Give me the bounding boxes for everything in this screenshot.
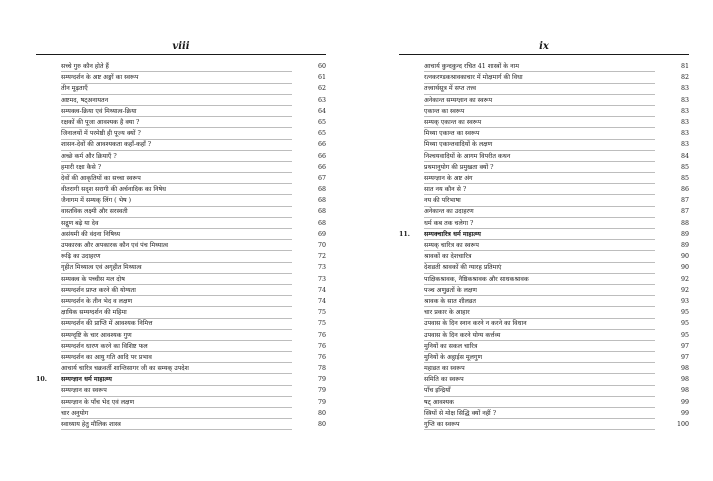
- toc-page-number: 84: [680, 152, 689, 160]
- toc-entry-title: आचार्य चारित्र चक्रवर्ती शान्तिसागर जी का सम्यक् उपदेश: [61, 363, 292, 374]
- toc-entry: [399, 262, 689, 273]
- toc-entry-title: मुनियों के अट्ठाईस मूलगुण: [424, 352, 655, 363]
- toc-page-number: 80: [317, 421, 326, 428]
- toc-page-number: 64: [317, 107, 326, 115]
- toc-page-number: 66: [317, 163, 326, 171]
- toc-entry-title: प्रथमानुयोग की प्रमुखता क्यों ?: [424, 162, 655, 173]
- toc-entry: [36, 83, 326, 94]
- toc-page-number: 83: [680, 107, 689, 115]
- toc-entry: [36, 218, 326, 229]
- toc-entry: [36, 206, 326, 217]
- toc-entry-title: सम्यग्दर्शन धारण करने का विशिष्ट फल: [61, 341, 292, 352]
- page-number-label: viii: [172, 41, 190, 52]
- toc-page-number: 83: [680, 130, 689, 138]
- toc-page-number: 83: [680, 118, 689, 126]
- toc-entry-title: सम्यग्दर्शन की प्राप्ति में आवश्यक निमित्त: [61, 318, 292, 329]
- toc-page-number: 76: [317, 331, 326, 339]
- toc-entry-title: देशव्रती श्रावकों की ग्यारह प्रतिमाएं: [424, 262, 655, 273]
- toc-page-number: 69: [317, 230, 326, 238]
- toc-entry-title: गृहीत मिथ्यात्व एवं अगृहीत मिथ्यात्व: [61, 262, 292, 273]
- toc-section-number: 11.: [399, 230, 410, 238]
- toc-page-number: 85: [680, 174, 689, 182]
- toc-entry: [399, 139, 689, 150]
- toc-page-number: 79: [317, 398, 326, 406]
- toc-entry-title: महाव्रत का स्वरूप: [424, 363, 655, 374]
- toc-entry-title: रक्षकों की पूजा आवश्यक है क्या ?: [61, 117, 292, 128]
- toc-entry: [399, 330, 689, 341]
- toc-page-number: 88: [680, 219, 689, 227]
- toc-page-number: 79: [317, 387, 326, 395]
- toc-entry: [399, 318, 689, 329]
- toc-entry-title: समिति का स्वरूप: [424, 374, 655, 385]
- toc-page-number: 92: [680, 286, 689, 294]
- toc-entry: [399, 83, 689, 94]
- toc-entry: [36, 419, 326, 430]
- toc-entry: [399, 397, 689, 408]
- toc-entry: [399, 285, 689, 296]
- toc-page-number: 98: [680, 365, 689, 373]
- toc-entry-title: रूढ़ि का उदाहरण: [61, 251, 292, 262]
- toc-entry: [36, 151, 326, 162]
- toc-page-number: 95: [680, 331, 689, 339]
- toc-page-number: 89: [680, 230, 689, 238]
- toc-entry: [399, 151, 689, 162]
- toc-entry: [399, 117, 689, 128]
- toc-entry: [399, 162, 689, 173]
- toc-entry-title: जिनालयों में परमेष्ठी ही पूज्य क्यों ?: [61, 128, 292, 139]
- toc-page-number: 97: [680, 353, 689, 361]
- toc-entry-title: एकान्त का स्वरूप: [424, 106, 655, 117]
- toc-entry: [36, 106, 326, 117]
- toc-entry: [399, 240, 689, 251]
- toc-page-number: 73: [317, 275, 326, 283]
- toc-entry: [399, 385, 689, 396]
- toc-entry-title: सम्यग्दर्शन के अष्ट अङ्गों का स्वरूप: [61, 72, 292, 83]
- toc-entry: [399, 128, 689, 139]
- toc-page-number: 75: [317, 320, 326, 328]
- right-page: [399, 41, 689, 430]
- toc-entry: [36, 251, 326, 262]
- toc-entry-title: हमारी रक्षा कैसे ?: [61, 162, 292, 173]
- toc-entry-title: निश्चयवादियों के आगम विपरीत कथन: [424, 151, 655, 162]
- header-rule: [399, 54, 689, 55]
- toc-page-number: 74: [317, 297, 326, 305]
- toc-page-number: 90: [680, 264, 689, 272]
- toc-entry-title: गुप्ति का स्वरूप: [424, 419, 655, 430]
- toc-entry: [399, 195, 689, 206]
- toc-entry-title: आचार्य कुन्दकुन्द रचित 41 शास्त्रों के नाम: [424, 61, 655, 72]
- toc-entry: [399, 184, 689, 195]
- toc-entry: [399, 296, 689, 307]
- toc-entry: [36, 229, 326, 240]
- toc-entry: [36, 397, 326, 408]
- toc-entry: [36, 352, 326, 363]
- toc-page-number: 97: [680, 342, 689, 350]
- toc-entry: [399, 61, 689, 72]
- toc-entry: [36, 262, 326, 273]
- toc-entry: [36, 184, 326, 195]
- toc-entry: [36, 240, 326, 251]
- toc-page-number: 60: [317, 63, 326, 70]
- toc-entry-title: उपवास के दिन स्नान करने न करने का विधान: [424, 318, 655, 329]
- toc-entry: [36, 128, 326, 139]
- page-number-label: ix: [539, 41, 549, 52]
- toc-entry: [399, 363, 689, 374]
- toc-page-number: 76: [317, 342, 326, 350]
- toc-page-number: 74: [317, 286, 326, 294]
- toc-page-number: 61: [317, 74, 326, 82]
- toc-entry-title: सम्यग्ज्ञान का स्वरूप: [61, 385, 292, 396]
- toc-entry: [399, 206, 689, 217]
- toc-entry: [399, 218, 689, 229]
- toc-entry: [399, 408, 689, 419]
- header-rule: [36, 54, 326, 55]
- toc-entry-title: शासन-देवों की आवश्यकता कहाँ-कहाँ ?: [61, 139, 292, 150]
- toc-entry: [36, 285, 326, 296]
- toc-entry-title: षट् आवश्यक: [424, 397, 655, 408]
- toc-entry: [399, 95, 689, 106]
- toc-section-heading: [36, 374, 326, 385]
- toc-entry-title: सम्यक् चारित्र का स्वरूप: [424, 240, 655, 251]
- toc-section-heading: [399, 229, 689, 240]
- toc-list: [36, 61, 326, 430]
- toc-entry: [399, 374, 689, 385]
- toc-entry: [36, 408, 326, 419]
- toc-page-number: 85: [680, 163, 689, 171]
- toc-section-number: 10.: [36, 376, 47, 384]
- toc-page-number: 99: [680, 409, 689, 417]
- toc-page-number: 72: [317, 253, 326, 261]
- toc-page-number: 99: [680, 398, 689, 406]
- toc-entry-title: स्वाध्याय हेतु मौलिक शास्त्र: [61, 419, 292, 430]
- toc-entry-title: सम्यग्दृष्टि के चार आवश्यक गुण: [61, 330, 292, 341]
- toc-page-number: 78: [317, 365, 326, 373]
- toc-entry-title: मिथ्या एकान्तवादियों के लक्षण: [424, 139, 655, 150]
- toc-entry: [36, 385, 326, 396]
- toc-page-number: 82: [680, 74, 689, 82]
- toc-page-number: 89: [680, 242, 689, 249]
- toc-entry: [399, 419, 689, 430]
- toc-entry-title: सम्यग्दर्शन के तीन भेद व लक्षण: [61, 296, 292, 307]
- toc-entry-title: सम्यक्त्व के पच्चीस मल दोष: [61, 274, 292, 285]
- toc-entry-title: अष्टमद, षट्अनायतन: [61, 95, 292, 106]
- toc-entry-title: क्षायिक सम्यग्दर्शन की महिमा: [61, 307, 292, 318]
- toc-entry-title: वीतरागी सदृश सरागी की अर्चनादिक का निषेध: [61, 184, 292, 195]
- toc-entry-title: देवों की आकृतियों का सच्चा स्वरूप: [61, 173, 292, 184]
- toc-page-number: 67: [317, 174, 326, 182]
- toc-entry-title: मिथ्या एकान्त का स्वरूप: [424, 128, 655, 139]
- toc-page-number: 92: [680, 275, 689, 283]
- toc-page-number: 93: [680, 297, 689, 305]
- toc-entry-title: धर्म कब तक चलेगा ?: [424, 218, 655, 229]
- toc-entry-title: सम्यग्ज्ञान के अष्ट अंग: [424, 173, 655, 184]
- toc-entry: [36, 173, 326, 184]
- toc-page-number: 68: [317, 208, 326, 216]
- toc-entry: [399, 173, 689, 184]
- toc-entry: [36, 195, 326, 206]
- toc-page-number: 79: [317, 376, 326, 384]
- toc-page-number: 73: [317, 264, 326, 272]
- toc-entry-title: मुनियों का सकल चारित्र: [424, 341, 655, 352]
- toc-page-number: 87: [680, 197, 689, 205]
- toc-entry-title: अनेकान्त का उदाहरण: [424, 206, 655, 217]
- toc-entry: [36, 72, 326, 83]
- toc-page-number: 83: [680, 141, 689, 149]
- toc-page-number: 80: [317, 409, 326, 417]
- toc-entry-title: रत्नकरण्डकश्रावकाचार में मोक्षमार्ग की विधा: [424, 72, 655, 83]
- toc-page-number: 76: [317, 353, 326, 361]
- toc-entry-title: जैनागम में सम्यक् लिंग ( भेष ): [61, 195, 292, 206]
- toc-entry-title: पञ्च अणुव्रतों के लक्षण: [424, 285, 655, 296]
- toc-entry-title: उपवास के दिन करने योग्य कर्त्तव्य: [424, 330, 655, 341]
- toc-page-number: 100: [676, 421, 689, 428]
- toc-entry-title: सम्यग्दर्शन प्राप्त करने की योग्यता: [61, 285, 292, 296]
- toc-entry: [399, 106, 689, 117]
- toc-entry-title: पाक्षिकश्रावक, नैष्ठिकश्रावक और साधकश्रावक: [424, 274, 655, 285]
- toc-entry-title: सम्यक्चारित्र धर्म माहात्म्य: [424, 229, 655, 240]
- toc-page-number: 65: [317, 130, 326, 138]
- toc-page-number: 68: [317, 197, 326, 205]
- toc-entry: [36, 117, 326, 128]
- toc-page-number: 68: [317, 186, 326, 194]
- toc-page-number: 98: [680, 387, 689, 395]
- toc-entry: [36, 330, 326, 341]
- toc-entry-title: चार प्रकार के आहार: [424, 307, 655, 318]
- toc-entry: [399, 352, 689, 363]
- toc-list: [399, 61, 689, 430]
- toc-entry-title: श्रावक के सात शीलव्रत: [424, 296, 655, 307]
- toc-entry-title: वास्तविक लक्ष्मी और सरस्वती: [61, 206, 292, 217]
- toc-entry: [399, 251, 689, 262]
- toc-page-number: 95: [680, 309, 689, 317]
- toc-entry: [36, 61, 326, 72]
- toc-page-number: 70: [317, 242, 326, 249]
- toc-entry-title: पाँच इन्द्रियाँ: [424, 385, 655, 396]
- toc-page-number: 83: [680, 96, 689, 104]
- toc-entry-title: सम्यग्दर्शन का आयु गति आदि पर प्रभाव: [61, 352, 292, 363]
- left-page: [36, 41, 326, 430]
- toc-entry: [399, 72, 689, 83]
- toc-page-number: 63: [317, 96, 326, 104]
- toc-page-number: 68: [317, 219, 326, 227]
- toc-entry-title: तीन मूढ़ताएँ: [61, 83, 292, 94]
- toc-entry-title: सम्यक्त्व-क्रिया एवं मिथ्यात्व-क्रिया: [61, 106, 292, 117]
- toc-entry-title: असंयमी की वंदना निषिध्य: [61, 229, 292, 240]
- toc-page-number: 66: [317, 141, 326, 149]
- toc-page-number: 81: [680, 63, 689, 70]
- toc-page-number: 65: [317, 118, 326, 126]
- toc-entry: [399, 274, 689, 285]
- toc-page-number: 98: [680, 376, 689, 384]
- toc-entry-title: सम्यक् एकान्त का स्वरूप: [424, 117, 655, 128]
- toc-entry-title: सद्गुण बढ़े या देव: [61, 218, 292, 229]
- toc-page-number: 62: [317, 85, 326, 93]
- toc-entry-title: सात नय कौन से ?: [424, 184, 655, 195]
- toc-entry-title: नय की परिभाषा: [424, 195, 655, 206]
- toc-page-number: 75: [317, 309, 326, 317]
- toc-entry: [36, 318, 326, 329]
- toc-entry-title: अच्छे कर्म और क्रियाएँ ?: [61, 151, 292, 162]
- toc-entry: [36, 139, 326, 150]
- toc-entry: [36, 296, 326, 307]
- toc-entry: [36, 341, 326, 352]
- toc-entry-title: उपकारक और अपकारक कौन एवं पंच मिथ्यात्व: [61, 240, 292, 251]
- toc-entry: [36, 363, 326, 374]
- toc-entry: [36, 95, 326, 106]
- toc-page-number: 90: [680, 253, 689, 261]
- toc-entry-title: सम्यग्ज्ञान धर्म माहात्म्य: [61, 374, 292, 385]
- toc-entry-title: श्रावकों का देशचारित्र: [424, 251, 655, 262]
- toc-page-number: 86: [680, 186, 689, 194]
- toc-entry-title: चार अनुयोग: [61, 408, 292, 419]
- toc-entry: [36, 307, 326, 318]
- toc-page-number: 83: [680, 85, 689, 93]
- toc-entry-title: सच्चे गुरु कौन होते हैं: [61, 61, 292, 72]
- toc-entry-title: अनेकान्त सम्यग्ज्ञान का स्वरूप: [424, 95, 655, 106]
- toc-entry-title: सम्यग्ज्ञान के पाँच भेद एवं लक्षण: [61, 397, 292, 408]
- toc-entry: [36, 274, 326, 285]
- toc-entry: [399, 307, 689, 318]
- toc-entry-title: स्त्रियों से मोक्ष सिद्धि क्यों नहीं ?: [424, 408, 655, 419]
- toc-page-number: 95: [680, 320, 689, 328]
- toc-page-number: 66: [317, 152, 326, 160]
- toc-entry-title: तत्त्वार्थसूत्र में सप्त तत्त्व: [424, 83, 655, 94]
- toc-page-number: 87: [680, 208, 689, 216]
- toc-entry: [399, 341, 689, 352]
- toc-entry: [36, 162, 326, 173]
